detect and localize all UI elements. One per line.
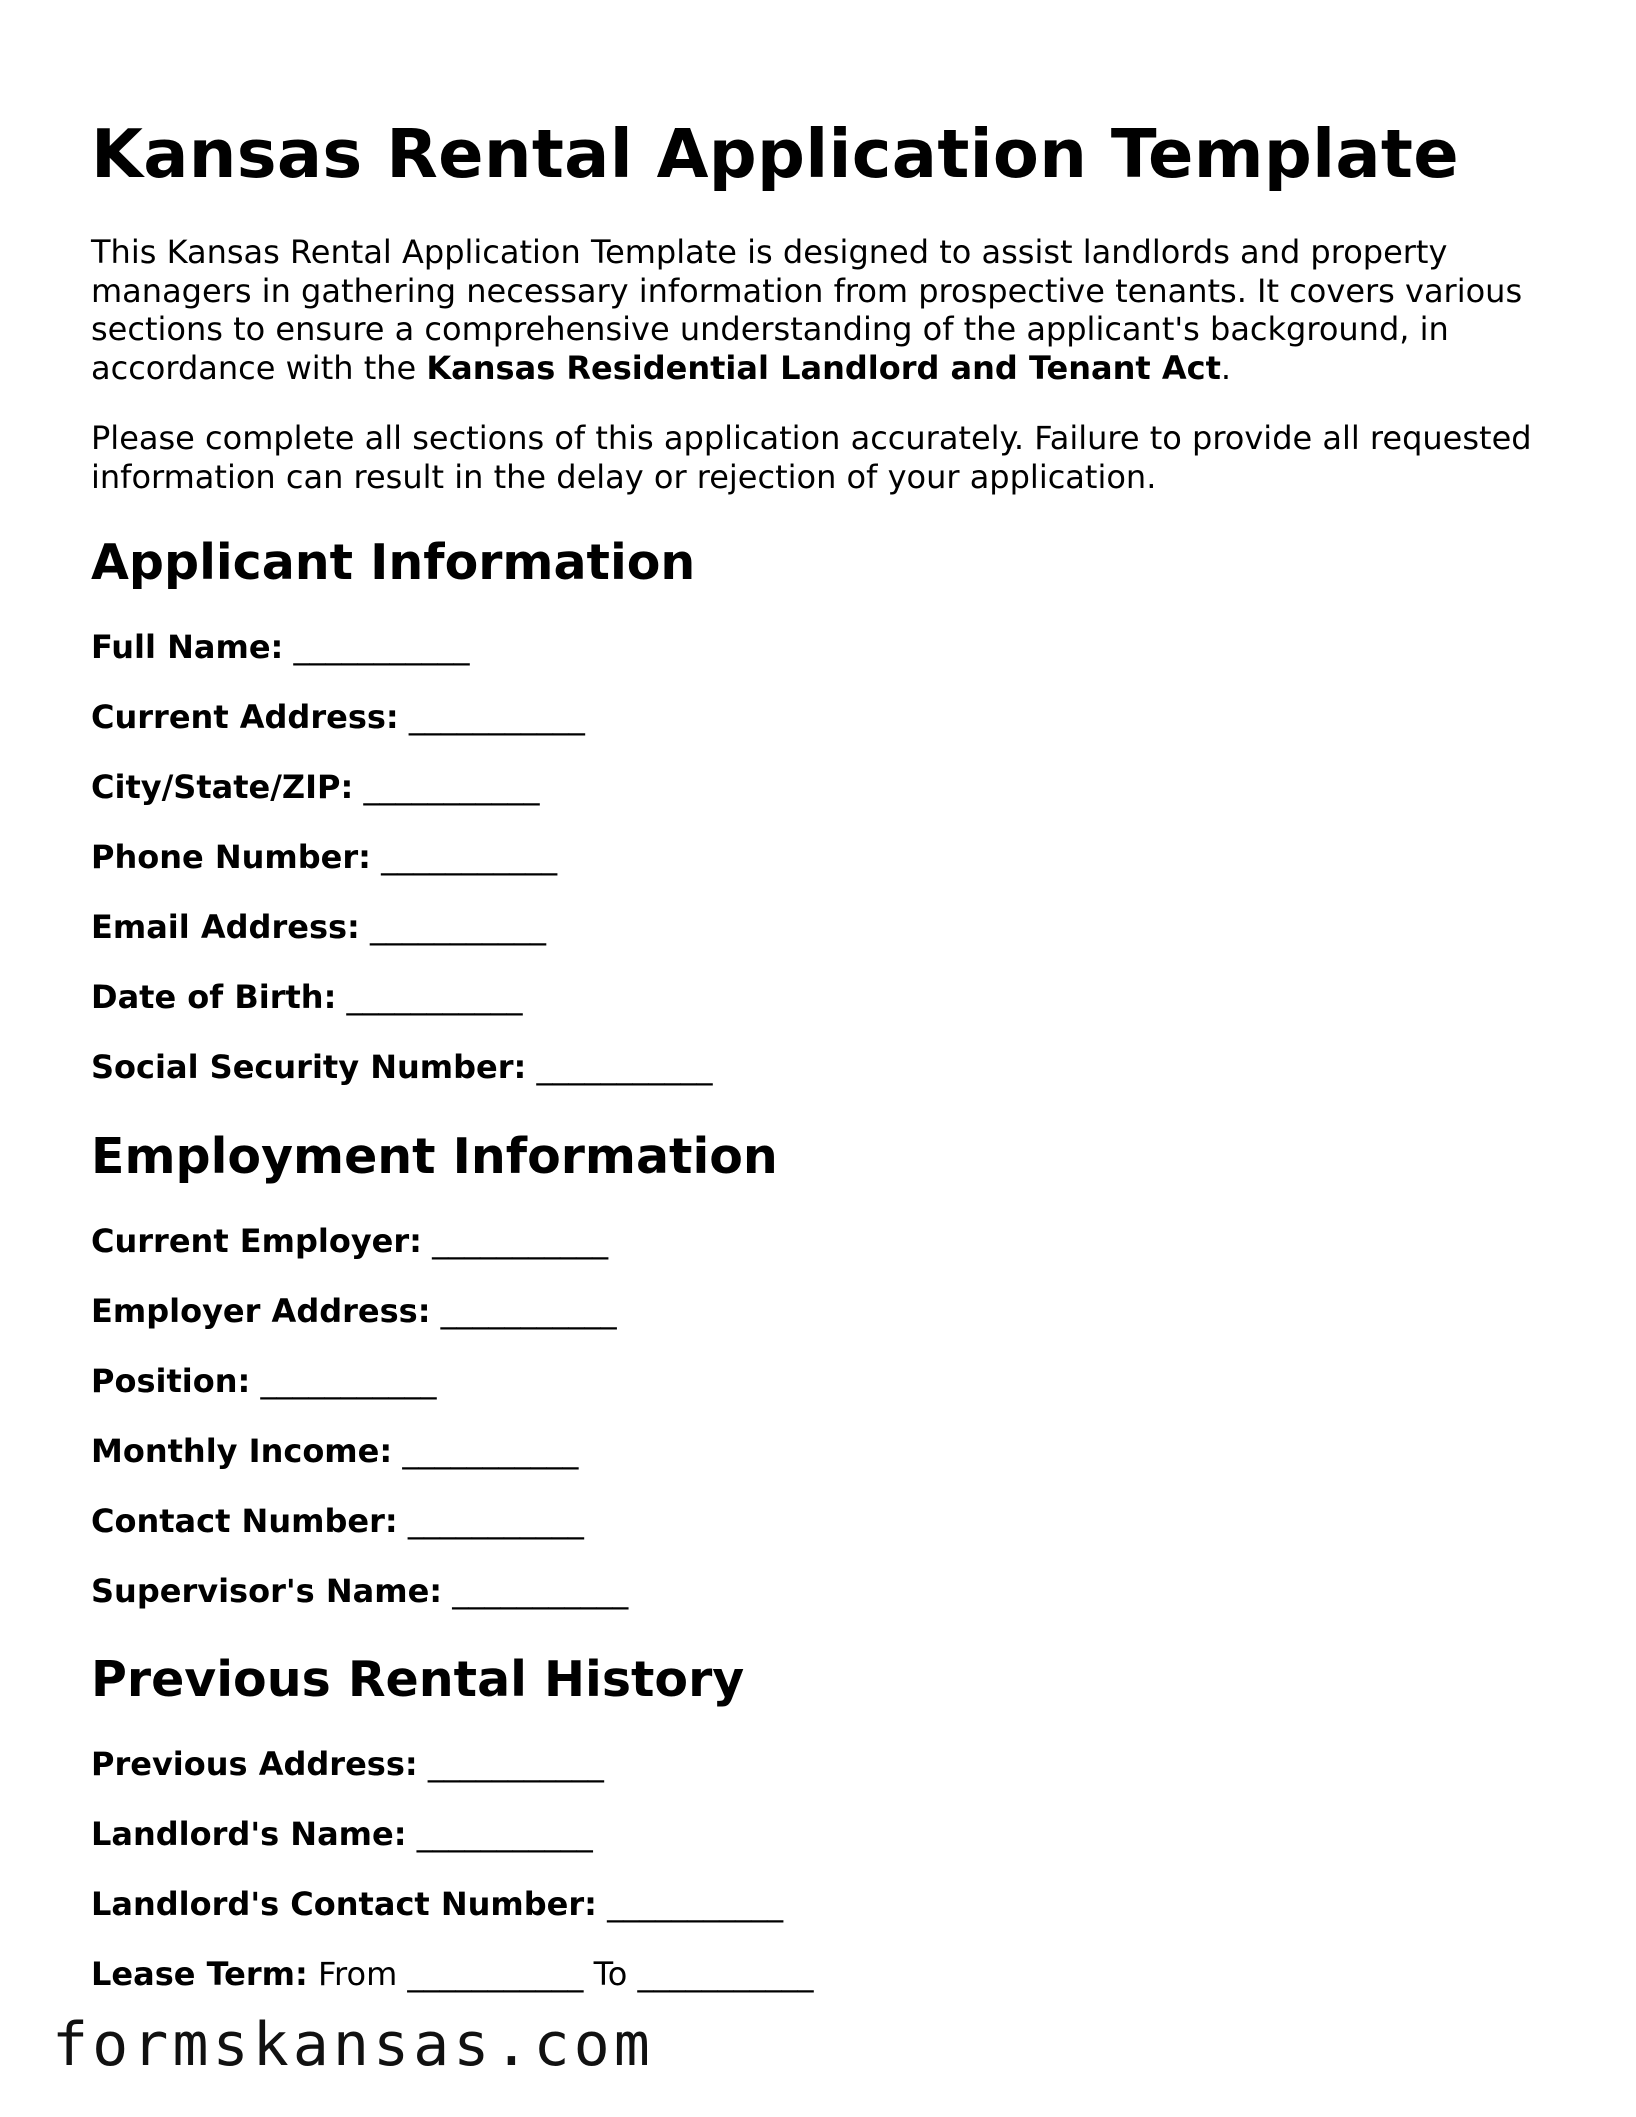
field-label: Social Security Number: (91, 1048, 527, 1086)
field-date-of-birth (91, 977, 523, 1017)
field-previous-address (91, 1744, 604, 1784)
field-label: Previous Address: (91, 1745, 418, 1783)
field-current-address (91, 697, 585, 737)
watermark: formskansas.com (52, 2010, 654, 2080)
fill-in-blank[interactable]: ___________ (346, 978, 523, 1016)
fill-in-blank[interactable]: ___________ (260, 1362, 437, 1400)
field-supervisors-name (91, 1571, 628, 1611)
section-heading-employment: Employment Information (91, 1128, 778, 1185)
field-label: Current Address: (91, 698, 399, 736)
field-label: Email Address: (91, 908, 360, 946)
fill-in-blank[interactable]: ___________ (416, 1815, 593, 1853)
field-phone-number (91, 837, 557, 877)
lease-to-blank[interactable]: ___________ (637, 1955, 814, 1993)
field-landlords-name (91, 1814, 593, 1854)
field-label: Landlord's Name: (91, 1815, 407, 1853)
field-monthly-income (91, 1431, 578, 1471)
intro-paragraph (91, 233, 1551, 387)
field-employer-address (91, 1291, 617, 1331)
field-social-security-number (91, 1047, 712, 1087)
field-lease-term (91, 1954, 813, 1994)
field-label: Current Employer: (91, 1222, 422, 1260)
field-position (91, 1361, 436, 1401)
fill-in-blank[interactable]: ___________ (432, 1222, 609, 1260)
field-label: City/State/ZIP: (91, 768, 354, 806)
intro-text: This Kansas Rental Application Template is designed to assist landlords and property managers in gathering necessary information from prospective tenants. It covers various sections to ensure a comprehensive understanding of the applicant's background, in accordance with the (91, 233, 1523, 387)
lease-from-blank[interactable]: ___________ (407, 1955, 584, 1993)
fill-in-blank[interactable]: ___________ (293, 628, 470, 666)
field-contact-number (91, 1501, 584, 1541)
fill-in-blank[interactable]: ___________ (370, 908, 546, 946)
field-full-name (91, 627, 470, 667)
act-name: Kansas Residential Landlord and Tenant Act (426, 348, 1221, 387)
fill-in-blank[interactable]: ___________ (363, 768, 540, 806)
field-label: Date of Birth: (91, 978, 337, 1016)
field-label: Lease Term: (91, 1955, 308, 1993)
fill-in-blank[interactable]: ___________ (402, 1432, 579, 1470)
instructions-paragraph: Please complete all sections of this application accurately. Failure to provide all requested information can result in the delay or rejection of your application. (91, 419, 1532, 496)
fill-in-blank[interactable]: ___________ (407, 1502, 584, 1540)
lease-to-label: To (593, 1955, 628, 1993)
section-heading-rental-history: Previous Rental History (91, 1651, 745, 1708)
field-email-address (91, 907, 546, 947)
field-label: Supervisor's Name: (91, 1572, 443, 1610)
field-city-state-zip (91, 767, 539, 807)
fill-in-blank[interactable]: ___________ (408, 698, 585, 736)
fill-in-blank[interactable]: ___________ (381, 838, 558, 876)
fill-in-blank[interactable]: ___________ (452, 1572, 629, 1610)
field-label: Monthly Income: (91, 1432, 393, 1470)
field-landlords-contact-number (91, 1884, 783, 1924)
intro-end: . (1220, 348, 1232, 387)
field-label: Full Name: (91, 628, 284, 666)
fill-in-blank[interactable]: ___________ (536, 1048, 713, 1086)
page-title: Kansas Rental Application Template (91, 115, 1459, 193)
field-label: Position: (91, 1362, 251, 1400)
fill-in-blank[interactable]: ___________ (440, 1292, 617, 1330)
fill-in-blank[interactable]: ___________ (427, 1745, 604, 1783)
section-heading-applicant: Applicant Information (91, 534, 696, 591)
field-current-employer (91, 1221, 608, 1261)
field-label: Phone Number: (91, 838, 371, 876)
fill-in-blank[interactable]: ___________ (607, 1885, 784, 1923)
lease-from-label: From (317, 1955, 398, 1993)
field-label: Employer Address: (91, 1292, 431, 1330)
field-label: Landlord's Contact Number: (91, 1885, 597, 1923)
field-label: Contact Number: (91, 1502, 398, 1540)
